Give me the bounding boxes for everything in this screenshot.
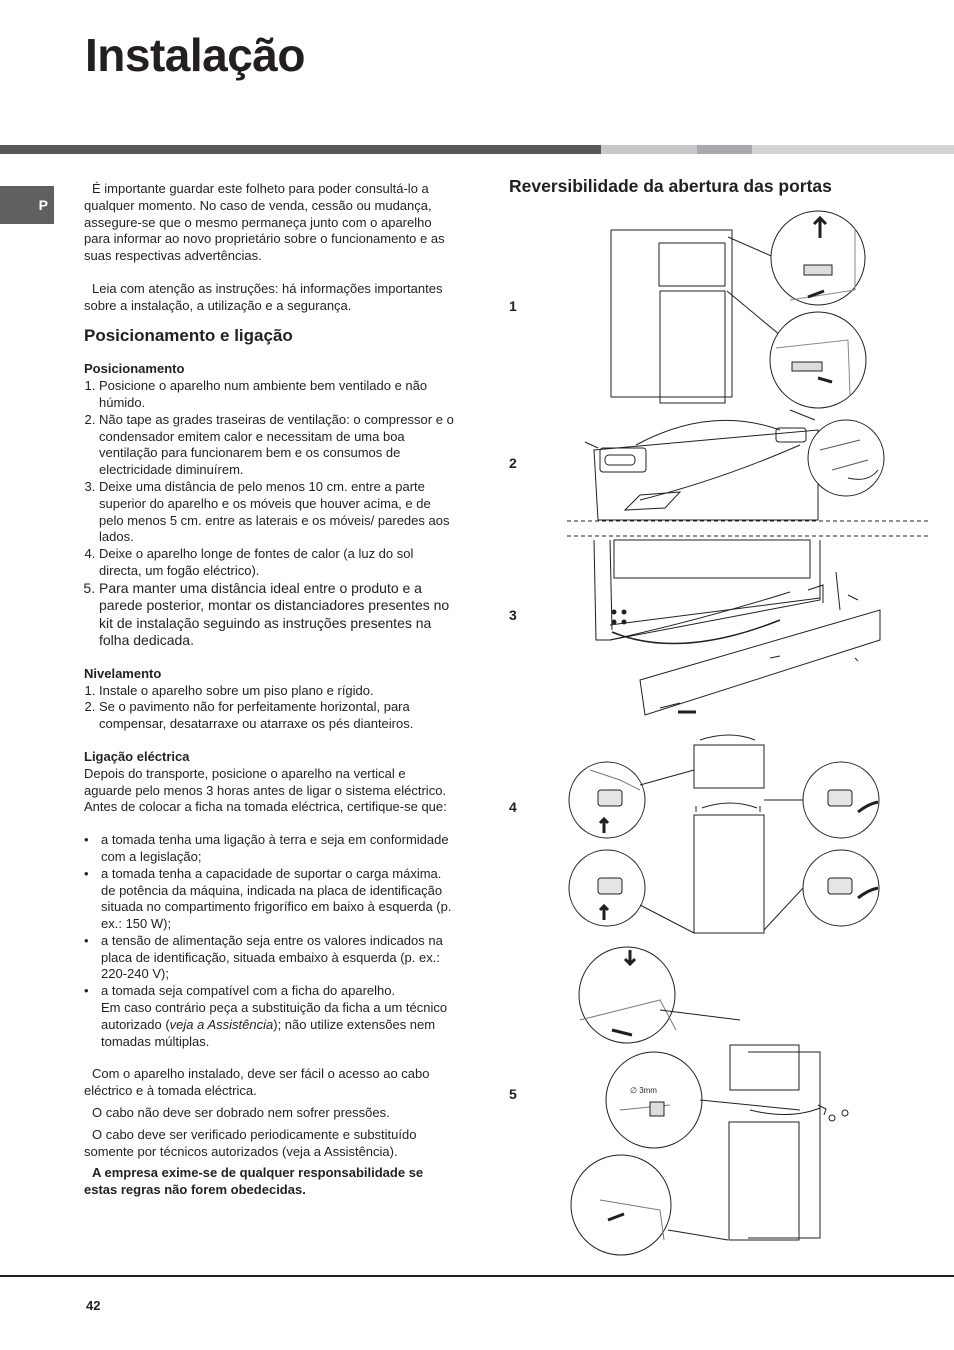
cable-bend-paragraph: O cabo não deve ser dobrado nem sofrer pressões.: [92, 1105, 390, 1121]
disclaimer: A empresa exime-se de qualquer responsabilidade se estas regras não forem obedecidas.: [84, 1165, 424, 1198]
list-item: 2. Se o pavimento não for perfeitamente horizontal, para compensar, desatarraxe ou atarraxe os pés dianteiros.: [99, 699, 456, 733]
list-item: • a tomada seja compatível com a ficha do aparelho. Em caso contrário peça a substituição da ficha a um técnico autorizado (veja a Assistência); não utilize extensões nem tomadas múltiplas.: [101, 983, 456, 1050]
door-reversal-diagram: [540, 205, 930, 1265]
list-item: 2. Não tape as grades traseiras de ventilação: o compressor e o condensador emitem calor e necessitam de uma boa ventilação para funcionarem bem e os consumos de electricidade diminuírem.: [99, 412, 456, 479]
list-item: 4. Deixe o aparelho longe de fontes de calor (a luz do sol directa, um fogão eléctrico).: [99, 546, 456, 580]
intro-paragraph: É importante guardar este folheto para poder consultá-lo a qualquer momento. No caso de venda, cessão ou mudança, assegure-se que o mesmo permaneça junto com o aparelho para informar ao novo proprietário sobre o funcionamento e as suas respectivas advertências.: [84, 181, 445, 264]
step5-illustration: [571, 947, 848, 1255]
diameter-label: ∅ 3mm: [630, 1086, 657, 1095]
list-item: 1. Posicione o aparelho num ambiente bem ventilado e não húmido.: [99, 378, 456, 412]
step-number: 5: [509, 1086, 517, 1102]
section-heading: Posicionamento e ligação: [84, 325, 293, 345]
positioning-list: [84, 378, 456, 650]
electrical-checklist: [84, 832, 456, 1050]
step-number: 3: [509, 607, 517, 623]
electrical-intro: Depois do transporte, posicione o aparelho na vertical e aguarde pelo menos 3 horas antes de ligar o sistema eléctrico. Antes de colocar a ficha na tomada eléctrica, certifique-se que:: [84, 765, 447, 815]
intro-paragraph: Leia com atenção as instruções: há informações importantes sobre a instalação, a utilização e a segurança.: [84, 280, 443, 313]
cable-check-paragraph: O cabo deve ser verificado periodicamente e substituído somente por técnicos autorizados (veja a Assistência).: [84, 1126, 417, 1159]
list-item: 3. Deixe uma distância de pelo menos 10 cm. entre a parte superior do aparelho e os móveis que houver acima, e de pelo menos 5 cm. entre as laterais e os móveis/ paredes aos lados.: [99, 479, 456, 546]
step-number: 2: [509, 455, 517, 471]
footer-rule: [0, 1275, 954, 1277]
language-tab: P: [0, 186, 54, 224]
step1-illustration: [611, 211, 866, 408]
step3-illustration: [594, 540, 880, 715]
subheading-levelling: Nivelamento: [84, 665, 162, 681]
header-rule: [0, 145, 954, 154]
list-item: 5. Para manter uma distância ideal entre o produto e a parede posterior, montar os distanciadores presentes no kit de instalação seguindo as instruções presentes na folha dedicada.: [99, 580, 456, 650]
subheading-positioning: Posicionamento: [84, 361, 185, 377]
cable-access-paragraph: Com o aparelho instalado, deve ser fácil o acesso ao cabo eléctrico e à tomada eléctrica.: [84, 1066, 430, 1099]
reversibility-heading: Reversibilidade da abertura das portas: [509, 176, 832, 196]
levelling-list: [84, 683, 456, 733]
list-item: 1. Instale o aparelho sobre um piso plano e rígido.: [99, 683, 456, 700]
step-number: 1: [509, 298, 517, 314]
list-item: • a tomada tenha uma ligação à terra e seja em conformidade com a legislação;: [101, 832, 456, 866]
page-title: Instalação: [85, 29, 305, 81]
step4-illustration: [569, 735, 879, 933]
list-item: • a tensão de alimentação seja entre os valores indicados na placa de identificação, situada embaixo à esquerda (p. ex.: 220-240 V);: [101, 933, 456, 983]
subheading-electrical: Ligação eléctrica: [84, 748, 190, 764]
left-column: [84, 181, 456, 1199]
step2-illustration: [585, 410, 884, 520]
list-item: • a tomada tenha a capacidade de suportar o carga máxima. de potência da máquina, indicada na placa de identificação situada no compartimento frigorífico em baixo à esquerda (p. ex.: 150 W);: [101, 866, 456, 933]
step-number: 4: [509, 799, 517, 815]
page-number: 42: [86, 1298, 101, 1313]
